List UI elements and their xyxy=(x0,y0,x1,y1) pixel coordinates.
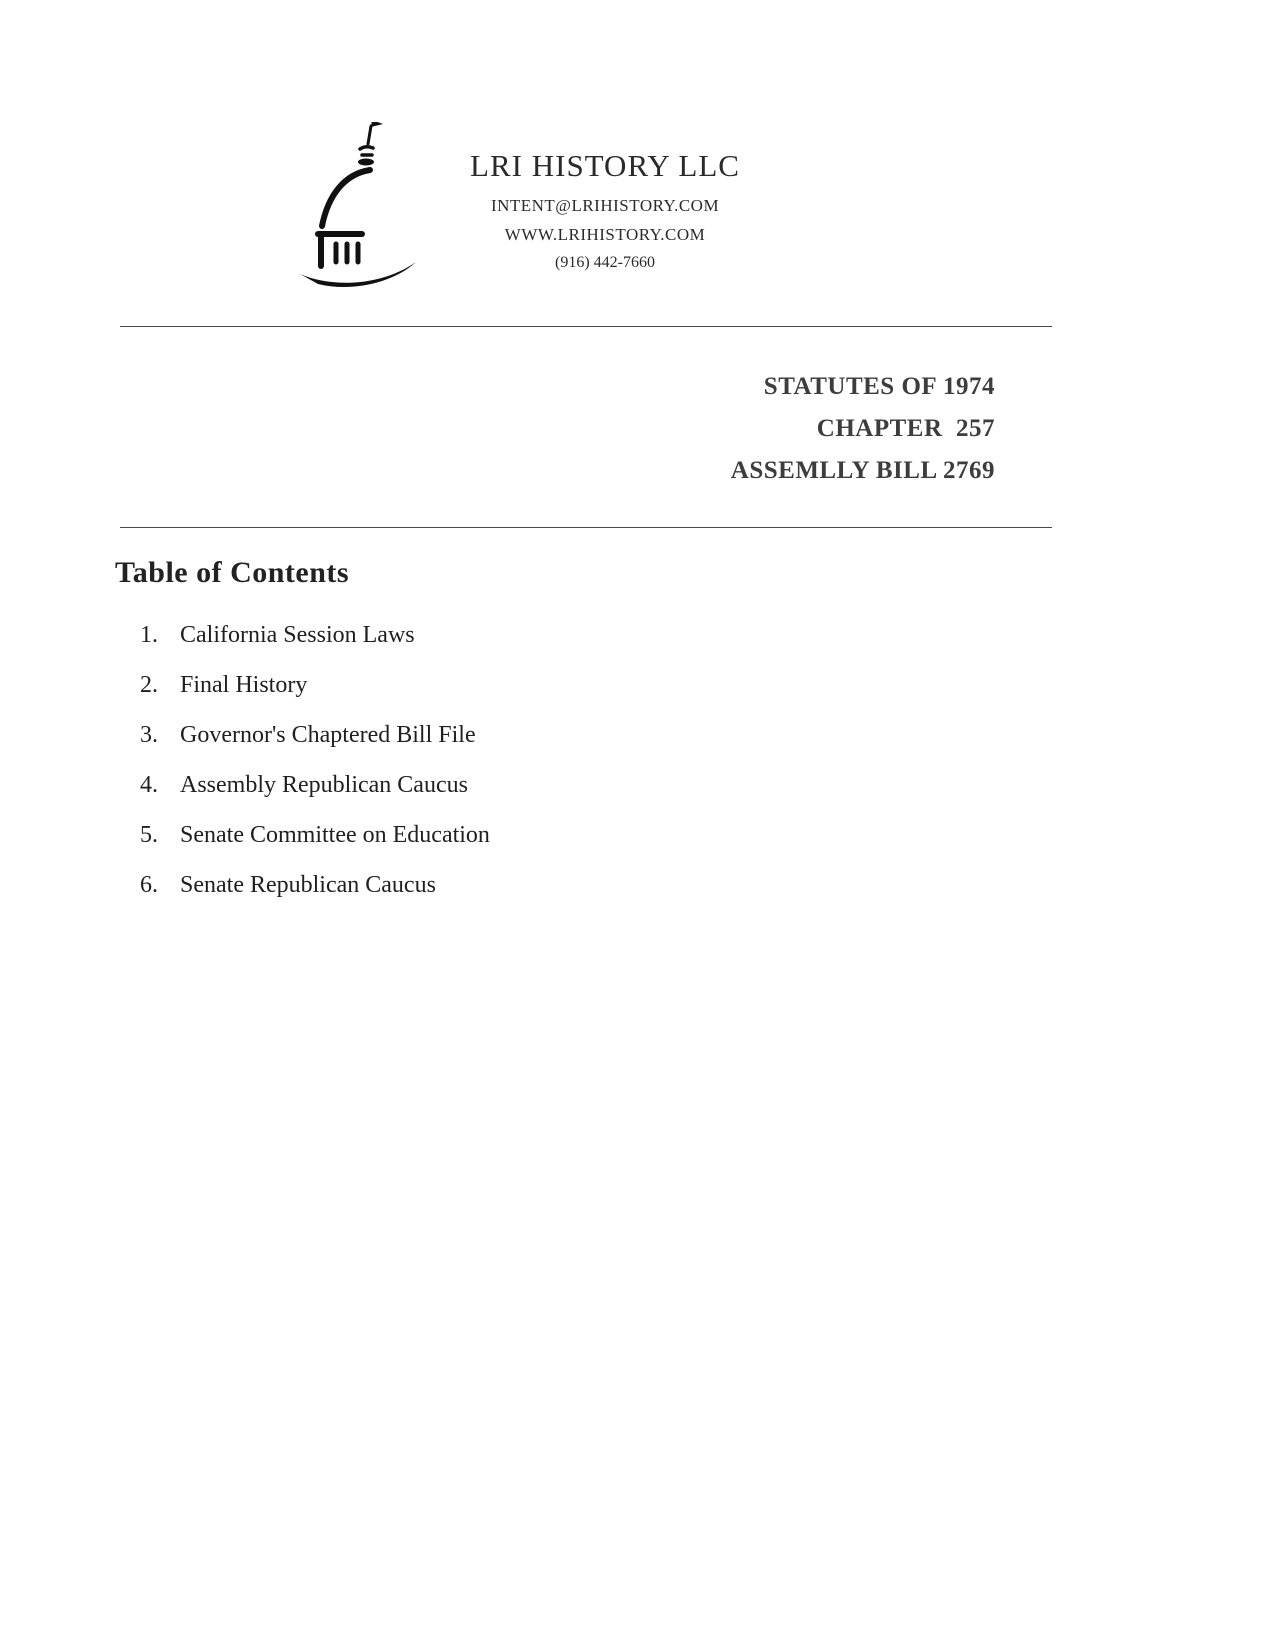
toc-item xyxy=(140,872,490,899)
bottom-divider xyxy=(120,527,1052,528)
top-divider xyxy=(120,326,1052,327)
toc-item-label: Final History xyxy=(180,672,308,698)
toc-item-label: Senate Republican Caucus xyxy=(180,872,436,898)
toc-item-label: Assembly Republican Caucus xyxy=(180,772,468,798)
toc-item-number: 6. xyxy=(140,872,158,898)
toc-item-label: Senate Committee on Education xyxy=(180,822,490,848)
company-logo xyxy=(292,122,432,290)
chapter-line: CHAPTER 257 xyxy=(816,415,995,442)
toc-item-number: 2. xyxy=(140,672,158,698)
toc-item-number: 1. xyxy=(140,622,158,648)
contact-block xyxy=(455,148,755,272)
toc-item xyxy=(140,822,490,849)
toc-item-number: 4. xyxy=(140,772,158,798)
toc-item xyxy=(140,772,490,799)
company-website: WWW.LRIHISTORY.COM xyxy=(504,225,706,244)
toc-item-number: 5. xyxy=(140,822,158,848)
toc-item-number: 3. xyxy=(140,722,158,748)
company-name: LRI HISTORY LLC xyxy=(470,148,740,183)
toc-item xyxy=(140,672,490,699)
statutes-year-line: STATUTES OF 1974 xyxy=(763,373,995,400)
company-phone: (916) 442-7660 xyxy=(555,254,655,271)
toc-heading: Table of Contents xyxy=(115,556,350,589)
toc-item xyxy=(140,622,490,649)
capitol-dome-icon xyxy=(292,122,432,290)
assembly-bill-line: ASSEMLLY BILL 2769 xyxy=(730,457,995,484)
toc-list xyxy=(140,622,490,922)
company-email: INTENT@LRIHISTORY.COM xyxy=(490,196,720,215)
statute-title-block xyxy=(731,366,995,492)
toc-item xyxy=(140,722,490,749)
toc-item-label: California Session Laws xyxy=(180,622,415,648)
toc-item-label: Governor's Chaptered Bill File xyxy=(180,722,476,748)
